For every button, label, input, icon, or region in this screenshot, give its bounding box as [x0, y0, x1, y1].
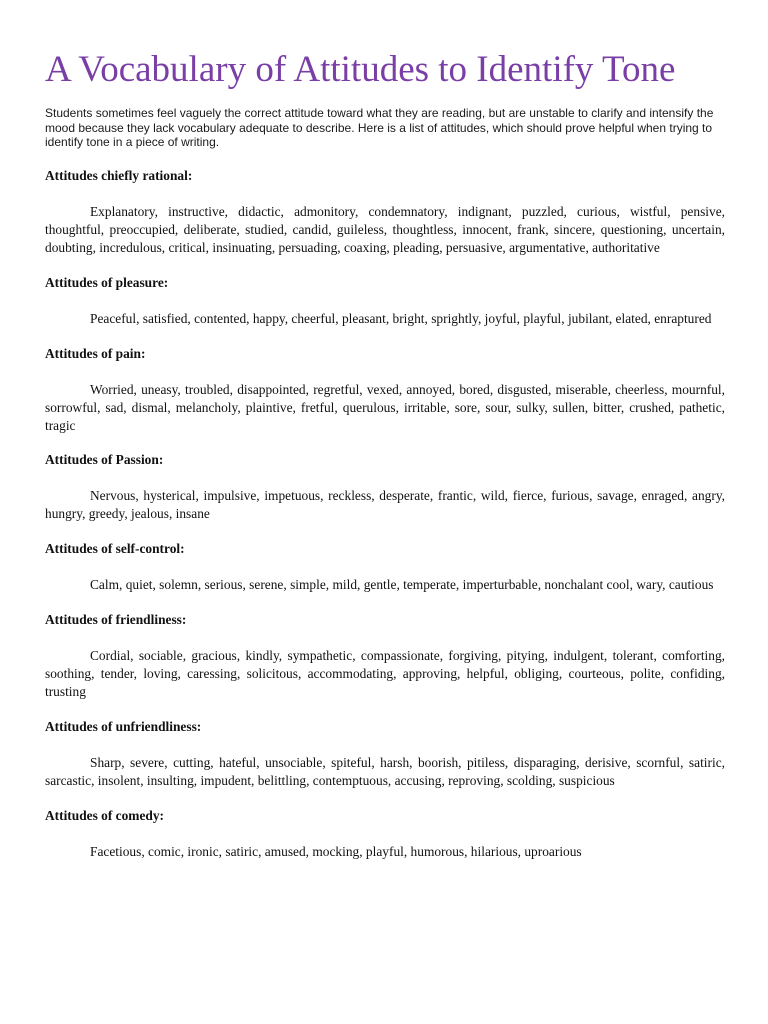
section-unfriendliness: [45, 718, 725, 790]
document-title: A Vocabulary of Attitudes to Identify Tone: [45, 49, 676, 90]
section-body: Facetious, comic, ironic, satiric, amused, mocking, playful, humorous, hilarious, uproarious: [90, 843, 582, 859]
document-page: [45, 48, 725, 878]
section-heading: Attitudes of friendliness:: [45, 612, 187, 628]
section-body: Peaceful, satisfied, contented, happy, cheerful, pleasant, bright, sprightly, joyful, playful, jubilant, elated, enraptured: [90, 310, 712, 326]
section-pain: [45, 345, 725, 435]
section-heading: Attitudes of pleasure:: [45, 274, 169, 290]
section-body: Calm, quiet, solemn, serious, serene, simple, mild, gentle, temperate, imperturbable, nonchalant cool, wary, cautious: [90, 577, 714, 593]
section-friendliness: [45, 611, 725, 701]
section-heading: Attitudes of Passion:: [45, 452, 164, 468]
section-heading: Attitudes chiefly rational:: [45, 168, 193, 184]
section-body: Explanatory, instructive, didactic, admonitory, condemnatory, indignant, puzzled, curious, wistful, pensive, thoughtful, preoccupied, deliberate, studied, candid, guileless, thoughtless, innocent, frank, sincere, questioning, uncertain, doubting, incredulous, critical, insinuating, persuading, coaxing, pleading, persuasive, argumentative, authoritative: [45, 204, 725, 255]
section-heading: Attitudes of unfriendliness:: [45, 718, 202, 734]
section-self-control: [45, 540, 725, 594]
section-body: Cordial, sociable, gracious, kindly, sympathetic, compassionate, forgiving, pitying, indulgent, tolerant, comforting, soothing, tender, loving, caressing, solicitous, accommodating, approving, helpful, obliging, courteous, polite, confiding, trusting: [45, 648, 725, 699]
section-rational: [45, 167, 725, 257]
section-body: Worried, uneasy, troubled, disappointed, regretful, vexed, annoyed, bored, disgusted, miserable, cheerless, mournful, sorrowful, sad, dismal, melancholy, plaintive, fretful, querulous, irritable, sore, sour, sulky, sullen, bitter, crushed, pathetic, tragic: [45, 381, 725, 433]
section-comedy: [45, 807, 725, 861]
section-pleasure: [45, 274, 725, 328]
section-body: Sharp, severe, cutting, hateful, unsociable, spiteful, harsh, boorish, pitiless, disparaging, derisive, scornful, satiric, sarcastic, insolent, insulting, impudent, belittling, contemptuous, accusing, reproving, scolding, suspicious: [45, 754, 725, 788]
intro-paragraph: Students sometimes feel vaguely the correct attitude toward what they are reading, but are unstable to clarify and intensify the mood because they lack vocabulary adequate to describe. Here is a list of attitudes, which should prove helpful when trying to identify tone in a piece of writing.: [45, 106, 714, 150]
section-body: Nervous, hysterical, impulsive, impetuous, reckless, desperate, frantic, wild, fierce, furious, savage, enraged, angry, hungry, greedy, jealous, insane: [45, 488, 725, 522]
section-heading: Attitudes of comedy:: [45, 807, 165, 823]
section-heading: Attitudes of pain:: [45, 345, 146, 361]
section-passion: [45, 451, 725, 523]
section-heading: Attitudes of self-control:: [45, 541, 185, 557]
